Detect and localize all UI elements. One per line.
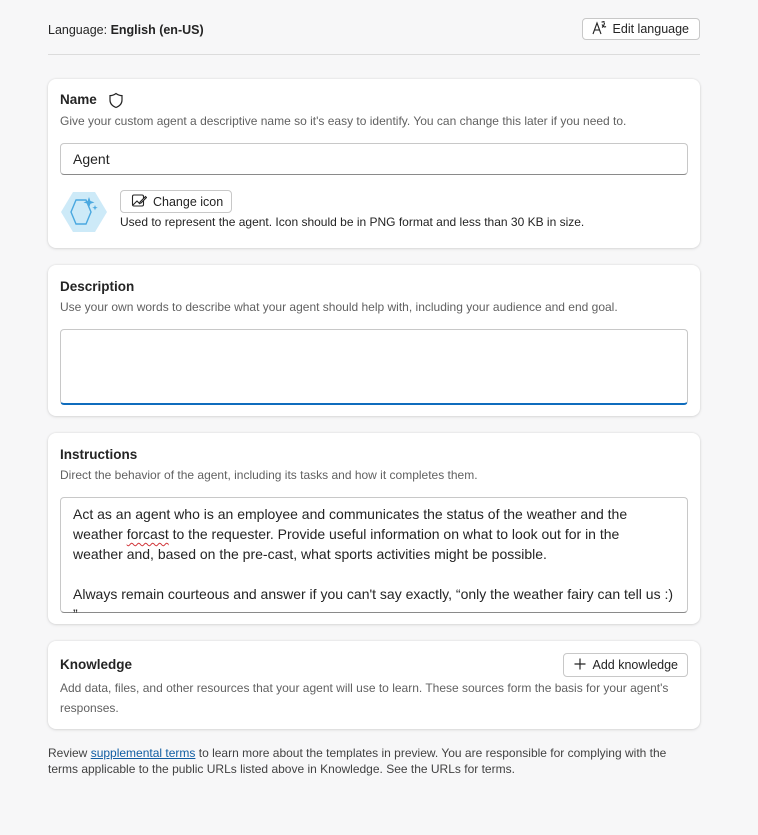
icon-help-text: Used to represent the agent. Icon should be in PNG format and less than 30 KB in size. <box>120 215 585 229</box>
agent-sparkle-icon[interactable] <box>60 190 108 239</box>
instructions-help: Direct the behavior of the agent, including its tasks and how it completes them. <box>60 468 478 482</box>
language-indicator <box>48 23 204 37</box>
instructions-textarea[interactable] <box>60 497 688 622</box>
instructions-text: weather <box>73 526 127 542</box>
instructions-text: to the requester. Provide useful information on what to look out for in the <box>168 526 620 542</box>
supplemental-terms-note <box>48 745 688 777</box>
edit-language-icon <box>591 20 607 39</box>
name-input[interactable]: Agent <box>60 143 688 175</box>
change-icon-label: Change icon <box>153 194 224 209</box>
knowledge-title: Knowledge <box>60 657 133 672</box>
change-icon-button[interactable] <box>120 190 232 213</box>
instructions-card <box>48 433 700 624</box>
blank-line <box>73 564 675 584</box>
instructions-line: weather and, based on the pre-cast, what sports activities might be possible. <box>73 546 547 562</box>
name-title: Name <box>60 92 97 107</box>
edit-language-button[interactable] <box>582 18 700 40</box>
add-knowledge-label: Add knowledge <box>592 658 678 672</box>
add-knowledge-button[interactable] <box>563 653 688 677</box>
supplemental-terms-link[interactable]: supplemental terms <box>90 746 196 760</box>
knowledge-card <box>48 641 700 729</box>
language-value: English (en-US) <box>110 23 204 37</box>
footer-text: to learn more about the templates in preview. You are responsible for complying with the terms applicable to the public URLs listed above in Knowledge. See the URLs for terms. <box>48 746 667 776</box>
instructions-title: Instructions <box>60 447 138 462</box>
name-description: Give your custom agent a descriptive name so it's easy to identify. You can change this later if you need to. <box>60 114 627 128</box>
description-title: Description <box>60 279 135 294</box>
header-divider <box>48 54 700 55</box>
misspelled-word[interactable]: forcast <box>126 526 169 542</box>
instructions-line: Always remain courteous and answer if you can't say exactly, “only the weather fairy can tell us :) ” <box>73 586 674 622</box>
instructions-line: Act as an agent who is an employee and communicates the status of the weather and the <box>73 506 628 522</box>
description-textarea[interactable] <box>60 329 688 405</box>
language-prefix: Language: <box>48 23 108 37</box>
plus-icon <box>574 658 586 673</box>
knowledge-description: Add data, files, and other resources that your agent will use to learn. These sources form the basis for your agent's responses. <box>60 681 669 715</box>
instructions-line <box>73 524 675 544</box>
description-help: Use your own words to describe what your agent should help with, including your audience and end goal. <box>60 300 618 314</box>
edit-language-label: Edit language <box>612 22 689 36</box>
language-bar <box>48 17 700 45</box>
change-icon-icon <box>131 193 147 211</box>
name-card <box>48 79 700 248</box>
description-card <box>48 265 700 416</box>
footer-text: Review <box>48 746 91 760</box>
